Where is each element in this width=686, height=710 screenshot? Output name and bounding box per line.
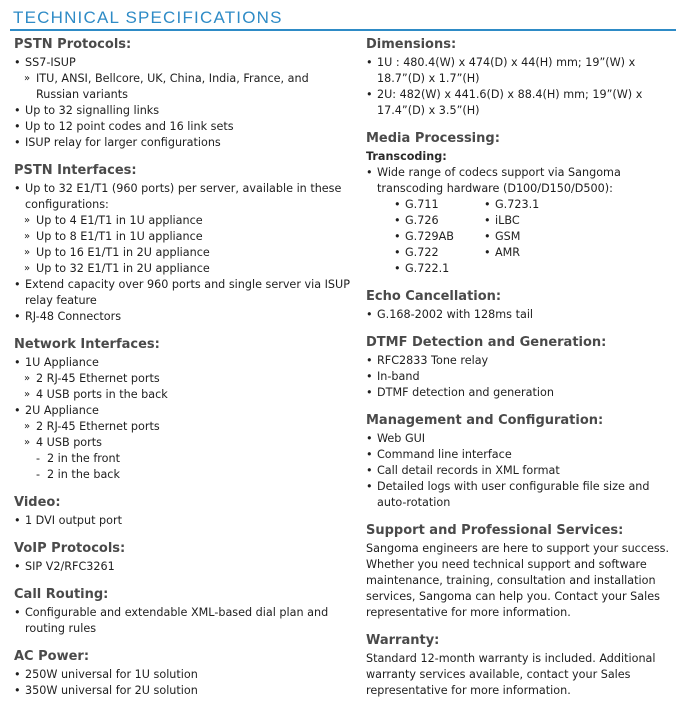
bullet-marker: • bbox=[394, 230, 401, 243]
section-heading: Management and Configuration: bbox=[366, 413, 604, 428]
section-heading: Echo Cancellation: bbox=[366, 289, 502, 304]
dash-marker: - bbox=[36, 468, 41, 481]
list-item-text: 2 in the front bbox=[47, 452, 120, 465]
list-item bbox=[14, 135, 350, 151]
bullet-marker: • bbox=[14, 120, 21, 133]
codec-item bbox=[484, 245, 574, 261]
list-item-text: Web GUI bbox=[377, 432, 426, 445]
bullet-marker: • bbox=[366, 480, 373, 493]
list-item-text: 1 DVI output port bbox=[25, 514, 122, 527]
list-item-text: In-band bbox=[377, 370, 420, 383]
list-item bbox=[14, 435, 350, 451]
bullet-marker: • bbox=[366, 308, 373, 321]
list-item-text: Up to 4 E1/T1 in 1U appliance bbox=[36, 214, 203, 227]
list-item bbox=[14, 683, 350, 699]
right-column bbox=[366, 36, 678, 710]
sub-bullet-marker: » bbox=[24, 263, 31, 274]
list-item-text: Up to 32 E1/T1 in 2U appliance bbox=[36, 262, 210, 275]
list-item-text: Up to 32 E1/T1 (960 ports) per server, available in these configurations: bbox=[25, 182, 342, 211]
sub-bullet-marker: » bbox=[24, 231, 31, 242]
spec-section bbox=[14, 336, 350, 483]
bullet-marker: • bbox=[394, 262, 401, 275]
codec-name: G.711 bbox=[405, 198, 439, 211]
list-item bbox=[14, 71, 350, 103]
list-item bbox=[366, 463, 678, 479]
bullet-marker: • bbox=[366, 386, 373, 399]
section-heading: PSTN Protocols: bbox=[14, 37, 132, 52]
list-item bbox=[366, 479, 678, 511]
codec-item bbox=[394, 229, 484, 245]
left-column bbox=[14, 36, 350, 710]
list-item-text: Configurable and extendable XML-based dial plan and routing rules bbox=[25, 606, 329, 635]
list-item bbox=[366, 369, 678, 385]
bullet-marker: • bbox=[394, 214, 401, 227]
list-item-text: Up to 8 E1/T1 in 1U appliance bbox=[36, 230, 203, 243]
bullet-marker: • bbox=[366, 464, 373, 477]
list-item-text: Up to 12 point codes and 16 link sets bbox=[25, 120, 234, 133]
list-item bbox=[14, 371, 350, 387]
section-management bbox=[366, 412, 678, 511]
bullet-marker: • bbox=[484, 198, 491, 211]
section-heading: AC Power: bbox=[14, 649, 90, 664]
sub-bullet-marker: » bbox=[24, 437, 31, 448]
list-item-text: Extend capacity over 960 ports and single server via ISUP relay feature bbox=[25, 278, 350, 307]
spec-section bbox=[14, 648, 350, 699]
spec-section bbox=[14, 162, 350, 325]
list-item bbox=[14, 309, 350, 325]
spec-section bbox=[14, 540, 350, 575]
list-item-text: 1U Appliance bbox=[25, 356, 99, 369]
section-support bbox=[366, 522, 678, 621]
sub-bullet-marker: » bbox=[24, 215, 31, 226]
list-item-text: G.168-2002 with 128ms tail bbox=[377, 308, 534, 321]
list-item bbox=[14, 419, 350, 435]
list-item-text: Up to 16 E1/T1 in 2U appliance bbox=[36, 246, 210, 259]
list-item-text: Command line interface bbox=[377, 448, 512, 461]
list-item bbox=[14, 559, 350, 575]
bullet-marker: • bbox=[394, 198, 401, 211]
codec-item bbox=[394, 261, 484, 277]
bullet-marker: • bbox=[366, 166, 373, 179]
section-heading: Video: bbox=[14, 495, 61, 510]
list-item-text: 4 USB ports in the back bbox=[36, 388, 168, 401]
list-item bbox=[366, 165, 678, 197]
codec-name: GSM bbox=[495, 230, 521, 243]
codec-list bbox=[366, 197, 678, 277]
codec-item bbox=[484, 261, 574, 277]
dash-marker: - bbox=[36, 452, 41, 465]
list-item-text: 4 USB ports bbox=[36, 436, 102, 449]
section-heading: VoIP Protocols: bbox=[14, 541, 126, 556]
list-item bbox=[14, 355, 350, 371]
bullet-marker: • bbox=[14, 136, 21, 149]
bullet-marker: • bbox=[14, 278, 21, 291]
codec-name: G.726 bbox=[405, 214, 439, 227]
bullet-marker: • bbox=[14, 182, 21, 195]
section-echo-cancellation bbox=[366, 288, 678, 323]
codec-name: iLBC bbox=[495, 214, 520, 227]
section-media-processing bbox=[366, 130, 678, 277]
support-text: Sangoma engineers are here to support your success. Whether you need technical support and software maintenance, training, consultation and installation services, Sangoma can help you. Contact your Sales representative for more information. bbox=[366, 542, 670, 619]
list-item bbox=[14, 181, 350, 213]
section-heading: Call Routing: bbox=[14, 587, 109, 602]
codec-item bbox=[394, 245, 484, 261]
list-item-text: Up to 32 signalling links bbox=[25, 104, 160, 117]
list-item-text: 2 RJ-45 Ethernet ports bbox=[36, 420, 160, 433]
bullet-marker: • bbox=[14, 356, 21, 369]
list-item bbox=[366, 447, 678, 463]
list-item-text: ITU, ANSI, Bellcore, UK, China, India, France, and Russian variants bbox=[36, 72, 309, 101]
section-heading: Support and Professional Services: bbox=[366, 523, 624, 538]
list-item bbox=[14, 103, 350, 119]
bullet-marker: • bbox=[14, 560, 21, 573]
list-item bbox=[14, 261, 350, 277]
list-item-text: 250W universal for 1U solution bbox=[25, 668, 198, 681]
list-item-text: RJ-48 Connectors bbox=[25, 310, 122, 323]
section-dimensions bbox=[366, 36, 678, 119]
section-heading: DTMF Detection and Generation: bbox=[366, 335, 607, 350]
sub-bullet-marker: » bbox=[24, 421, 31, 432]
codec-item bbox=[484, 229, 574, 245]
spec-section bbox=[14, 586, 350, 637]
codec-item bbox=[394, 197, 484, 213]
bullet-marker: • bbox=[394, 246, 401, 259]
sub-bullet-marker: » bbox=[24, 389, 31, 400]
section-heading: Media Processing: bbox=[366, 131, 500, 146]
list-item-text: RFC2833 Tone relay bbox=[377, 354, 489, 367]
list-item-text: SS7-ISUP bbox=[25, 56, 76, 69]
list-item-text: ISUP relay for larger configurations bbox=[25, 136, 221, 149]
bullet-marker: • bbox=[14, 310, 21, 323]
bullet-marker: • bbox=[366, 354, 373, 367]
list-item-text: 2U Appliance bbox=[25, 404, 99, 417]
list-item-text: Call detail records in XML format bbox=[377, 464, 560, 477]
list-item bbox=[14, 387, 350, 403]
codec-item bbox=[394, 213, 484, 229]
list-item bbox=[14, 403, 350, 419]
codec-item bbox=[484, 197, 574, 213]
section-heading: Dimensions: bbox=[366, 37, 457, 52]
list-item-text: SIP V2/RFC3261 bbox=[25, 560, 115, 573]
bullet-marker: • bbox=[366, 370, 373, 383]
section-heading: PSTN Interfaces: bbox=[14, 163, 137, 178]
spec-section bbox=[14, 494, 350, 529]
list-item-text: 1U : 480.4(W) x 474(D) x 44(H) mm; 19”(W) x 18.7”(D) x 1.7”(H) bbox=[377, 56, 636, 85]
list-item-text: 2 RJ-45 Ethernet ports bbox=[36, 372, 160, 385]
bullet-marker: • bbox=[484, 230, 491, 243]
list-item bbox=[366, 87, 678, 119]
section-warranty bbox=[366, 632, 678, 699]
codec-name: G.723.1 bbox=[495, 198, 540, 211]
bullet-marker: • bbox=[14, 56, 21, 69]
list-item bbox=[14, 513, 350, 529]
codec-name: G.722 bbox=[405, 246, 439, 259]
list-item bbox=[366, 431, 678, 447]
codec-name: G.722.1 bbox=[405, 262, 450, 275]
list-item-text: DTMF detection and generation bbox=[377, 386, 554, 399]
section-heading: Warranty: bbox=[366, 633, 440, 648]
sub-bullet-marker: » bbox=[24, 73, 31, 84]
spec-section bbox=[14, 36, 350, 151]
list-item bbox=[366, 353, 678, 369]
list-item bbox=[14, 451, 350, 467]
list-item bbox=[14, 277, 350, 309]
bullet-marker: • bbox=[484, 214, 491, 227]
list-item bbox=[366, 385, 678, 401]
bullet-marker: • bbox=[366, 432, 373, 445]
subheading-transcoding: Transcoding: bbox=[366, 150, 447, 163]
sub-bullet-marker: » bbox=[24, 247, 31, 258]
list-item bbox=[14, 119, 350, 135]
bullet-marker: • bbox=[14, 514, 21, 527]
bullet-marker: • bbox=[366, 56, 373, 69]
list-item-text: 350W universal for 2U solution bbox=[25, 684, 198, 697]
bullet-marker: • bbox=[14, 684, 21, 697]
list-item bbox=[14, 467, 350, 483]
bullet-marker: • bbox=[484, 246, 491, 259]
list-item bbox=[14, 245, 350, 261]
bullet-marker: • bbox=[366, 448, 373, 461]
warranty-text: Standard 12-month warranty is included. Additional warranty services available, contact your Sales representative for more information. bbox=[366, 652, 656, 697]
bullet-marker: • bbox=[14, 404, 21, 417]
list-item-text: 2 in the back bbox=[47, 468, 120, 481]
list-item bbox=[366, 307, 678, 323]
codec-name: AMR bbox=[495, 246, 521, 259]
list-item bbox=[14, 55, 350, 71]
list-item bbox=[14, 229, 350, 245]
list-item bbox=[14, 213, 350, 229]
list-item-text: Wide range of codecs support via Sangoma transcoding hardware (D100/D150/D500): bbox=[377, 166, 621, 195]
bullet-marker: • bbox=[14, 104, 21, 117]
bullet-marker: • bbox=[14, 606, 21, 619]
list-item-text: 2U: 482(W) x 441.6(D) x 88.4(H) mm; 19”(W) x 17.4”(D) x 3.5”(H) bbox=[377, 88, 643, 117]
section-dtmf bbox=[366, 334, 678, 401]
bullet-marker: • bbox=[366, 88, 373, 101]
list-item-text: Detailed logs with user configurable file size and auto-rotation bbox=[377, 480, 650, 509]
sub-bullet-marker: » bbox=[24, 373, 31, 384]
section-heading: Network Interfaces: bbox=[14, 337, 160, 352]
list-item bbox=[14, 605, 350, 637]
bullet-marker: • bbox=[14, 668, 21, 681]
codec-name: G.729AB bbox=[405, 230, 454, 243]
page-title: TECHNICAL SPECIFICATIONS bbox=[13, 8, 283, 27]
codec-item bbox=[484, 213, 574, 229]
title-rule bbox=[10, 29, 676, 31]
list-item bbox=[366, 55, 678, 87]
list-item bbox=[14, 667, 350, 683]
